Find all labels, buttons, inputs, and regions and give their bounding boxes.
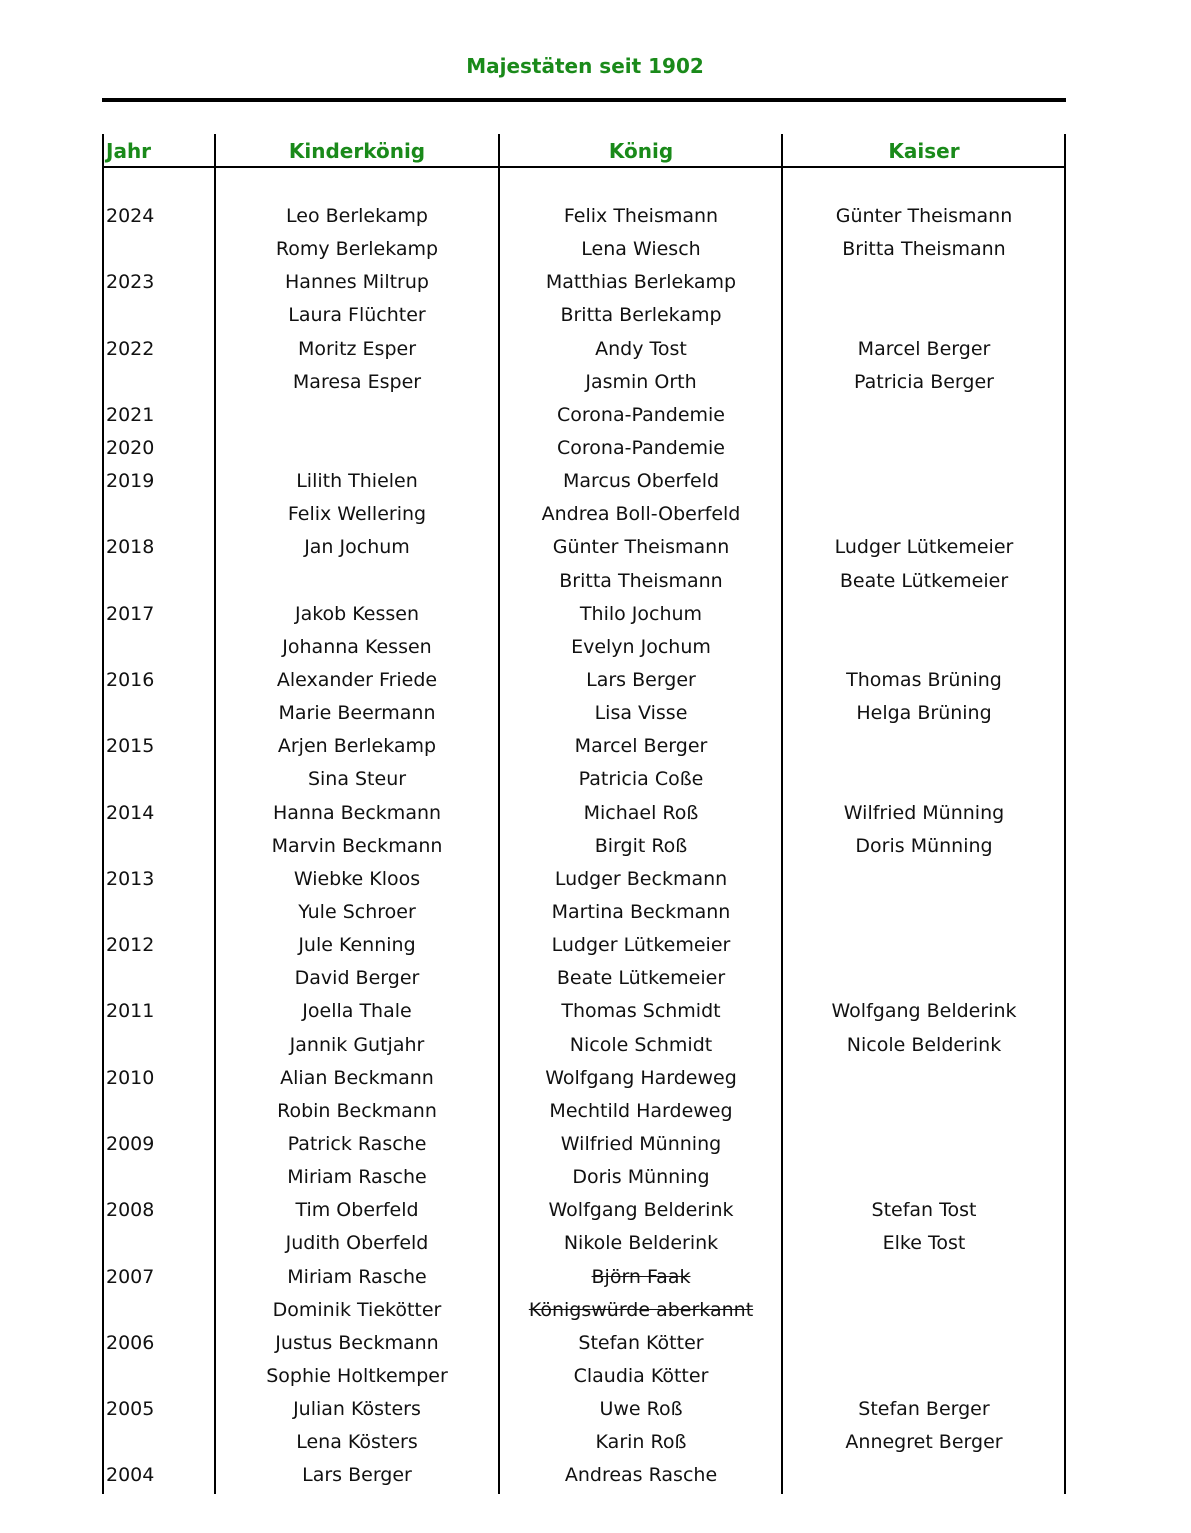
kinderkoenig-cell: Joella Thale bbox=[302, 1000, 412, 1023]
koenig-cell: Lisa Visse bbox=[594, 702, 688, 725]
kinderkoenig-cell: Marie Beermann bbox=[278, 702, 436, 725]
koenig-cell: Andy Tost bbox=[595, 337, 687, 360]
koenig-cell: Thomas Schmidt bbox=[561, 1000, 721, 1023]
koenig-cell: Nicole Schmidt bbox=[569, 1033, 713, 1056]
year-cell: 2017 bbox=[106, 602, 155, 625]
koenig-cell: Wolfgang Belderink bbox=[548, 1199, 734, 1222]
kinderkoenig-cell: Maresa Esper bbox=[292, 370, 422, 393]
year-cell: 2008 bbox=[106, 1199, 155, 1222]
koenig-cell: Marcus Oberfeld bbox=[562, 470, 720, 493]
koenig-cell: Günter Theismann bbox=[552, 536, 730, 559]
koenig-cell: Lars Berger bbox=[586, 668, 696, 691]
kinderkoenig-cell: David Berger bbox=[294, 967, 420, 990]
koenig-cell: Lena Wiesch bbox=[581, 238, 701, 261]
koenig-cell: Ludger Lütkemeier bbox=[551, 934, 731, 957]
year-cell: 2016 bbox=[106, 668, 155, 691]
year-cell: 2022 bbox=[106, 337, 155, 360]
kaiser-cell: Thomas Brüning bbox=[846, 668, 1002, 691]
table-row bbox=[102, 1426, 1066, 1459]
kaiser-cell bbox=[784, 1261, 1064, 1294]
year-cell: 2012 bbox=[106, 934, 155, 957]
table-row bbox=[102, 565, 1066, 598]
kinderkoenig-cell: Johanna Kessen bbox=[282, 635, 432, 658]
kinderkoenig-cell: Miriam Rasche bbox=[287, 1166, 427, 1189]
kinderkoenig-cell: Romy Berlekamp bbox=[275, 238, 439, 261]
year-cell: 2014 bbox=[106, 801, 155, 824]
table-row bbox=[102, 763, 1066, 796]
kaiser-cell bbox=[784, 1459, 1064, 1492]
table-row bbox=[102, 1128, 1066, 1161]
table-row bbox=[102, 830, 1066, 863]
year-cell bbox=[106, 763, 214, 796]
year-cell: 2021 bbox=[106, 403, 155, 426]
header-kinderkoenig: Kinderkönig bbox=[288, 139, 426, 163]
koenig-cell: Matthias Berlekamp bbox=[545, 271, 737, 294]
table-row bbox=[102, 1261, 1066, 1294]
kinderkoenig-cell: Lars Berger bbox=[302, 1464, 412, 1487]
koenig-cell: Ludger Beckmann bbox=[554, 867, 728, 890]
kaiser-cell bbox=[784, 1161, 1064, 1194]
year-cell bbox=[106, 1360, 214, 1393]
kaiser-cell: Patricia Berger bbox=[854, 370, 994, 393]
kaiser-cell bbox=[784, 929, 1064, 962]
kaiser-cell bbox=[784, 896, 1064, 929]
header-koenig: König bbox=[608, 139, 674, 163]
table-row bbox=[102, 929, 1066, 962]
kinderkoenig-cell: Leo Berlekamp bbox=[286, 205, 428, 227]
year-cell: 2005 bbox=[106, 1398, 155, 1421]
table-row bbox=[102, 1194, 1066, 1227]
kinderkoenig-cell: Dominik Tiekötter bbox=[272, 1298, 442, 1321]
year-cell bbox=[106, 366, 214, 399]
table-row bbox=[102, 1393, 1066, 1426]
kaiser-cell: Britta Theismann bbox=[842, 238, 1006, 261]
koenig-cell: Britta Theismann bbox=[559, 569, 723, 592]
table-row bbox=[102, 797, 1066, 830]
majesty-table bbox=[102, 134, 1066, 1494]
table-row bbox=[102, 1459, 1066, 1492]
kinderkoenig-cell: Marvin Beckmann bbox=[271, 834, 443, 857]
year-cell bbox=[106, 1294, 214, 1327]
kinderkoenig-cell: Jannik Gutjahr bbox=[289, 1033, 425, 1056]
title-underline bbox=[102, 98, 1066, 102]
koenig-cell: Doris Münning bbox=[572, 1166, 710, 1189]
kaiser-cell bbox=[784, 631, 1064, 664]
koenig-cell: Marcel Berger bbox=[574, 735, 708, 758]
koenig-cell: Uwe Roß bbox=[599, 1398, 683, 1421]
kinderkoenig-cell: Laura Flüchter bbox=[288, 304, 426, 327]
kaiser-cell bbox=[784, 598, 1064, 631]
kaiser-cell: Stefan Berger bbox=[858, 1398, 990, 1421]
koenig-cell: Wilfried Münning bbox=[560, 1132, 722, 1155]
table-row bbox=[102, 1062, 1066, 1095]
year-cell: 2004 bbox=[106, 1464, 155, 1487]
table-row bbox=[102, 333, 1066, 366]
koenig-cell: Königswürde aberkannt bbox=[528, 1298, 754, 1321]
year-cell bbox=[106, 830, 214, 863]
kinderkoenig-cell: Alexander Friede bbox=[276, 668, 438, 691]
koenig-cell: Michael Roß bbox=[583, 801, 699, 824]
year-cell: 2011 bbox=[106, 1000, 155, 1023]
table-body bbox=[102, 200, 1066, 1492]
koenig-cell: Mechtild Hardeweg bbox=[549, 1099, 733, 1122]
year-cell bbox=[106, 233, 214, 266]
kinderkoenig-cell: Patrick Rasche bbox=[287, 1132, 427, 1155]
year-cell bbox=[106, 1426, 214, 1459]
year-cell: 2009 bbox=[106, 1132, 155, 1155]
kaiser-cell: Helga Brüning bbox=[856, 702, 992, 725]
kinderkoenig-cell: Yule Schroer bbox=[298, 900, 416, 923]
koenig-cell: Jasmin Orth bbox=[585, 370, 697, 393]
kinderkoenig-cell: Sina Steur bbox=[307, 768, 407, 791]
kaiser-cell bbox=[784, 763, 1064, 796]
kaiser-cell: Ludger Lütkemeier bbox=[834, 536, 1014, 559]
kinderkoenig-cell bbox=[216, 565, 498, 598]
kaiser-cell bbox=[784, 1294, 1064, 1327]
kaiser-cell: Doris Münning bbox=[855, 834, 993, 857]
year-cell bbox=[106, 896, 214, 929]
kinderkoenig-cell: Lilith Thielen bbox=[296, 470, 418, 493]
koenig-cell: Felix Theismann bbox=[563, 205, 719, 227]
kaiser-cell: Beate Lütkemeier bbox=[839, 569, 1009, 592]
koenig-cell: Thilo Jochum bbox=[579, 602, 703, 625]
header-kaiser: Kaiser bbox=[888, 139, 960, 163]
table-row bbox=[102, 863, 1066, 896]
kinderkoenig-cell: Jakob Kessen bbox=[294, 602, 420, 625]
koenig-cell: Beate Lütkemeier bbox=[556, 967, 726, 990]
year-cell bbox=[106, 962, 214, 995]
table-row bbox=[102, 498, 1066, 531]
kaiser-cell bbox=[784, 1095, 1064, 1128]
year-cell: 2019 bbox=[106, 470, 155, 493]
kinderkoenig-cell: Felix Wellering bbox=[287, 503, 427, 526]
kinderkoenig-cell: Arjen Berlekamp bbox=[277, 735, 437, 758]
kaiser-cell bbox=[784, 1062, 1064, 1095]
table-row bbox=[102, 1029, 1066, 1062]
header-underline bbox=[102, 166, 1066, 168]
year-cell: 2015 bbox=[106, 735, 155, 758]
kaiser-cell bbox=[784, 399, 1064, 432]
kaiser-cell: Elke Tost bbox=[882, 1232, 966, 1255]
year-cell bbox=[106, 565, 214, 598]
header-year: Jahr bbox=[106, 139, 152, 163]
table-row bbox=[102, 266, 1066, 299]
kinderkoenig-cell: Lena Kösters bbox=[296, 1431, 418, 1454]
kinderkoenig-cell: Wiebke Kloos bbox=[293, 867, 421, 890]
table-row bbox=[102, 399, 1066, 432]
kaiser-cell bbox=[784, 1128, 1064, 1161]
table-row bbox=[102, 598, 1066, 631]
table-row bbox=[102, 1327, 1066, 1360]
year-cell: 2024 bbox=[106, 205, 155, 227]
table-row bbox=[102, 200, 1066, 233]
kaiser-cell bbox=[784, 1327, 1064, 1360]
table-row bbox=[102, 962, 1066, 995]
table-row bbox=[102, 366, 1066, 399]
kaiser-cell bbox=[784, 730, 1064, 763]
year-cell bbox=[106, 1029, 214, 1062]
kaiser-cell bbox=[784, 432, 1064, 465]
table-row bbox=[102, 1095, 1066, 1128]
koenig-cell: Britta Berlekamp bbox=[560, 304, 722, 327]
year-cell: 2018 bbox=[106, 536, 155, 559]
koenig-cell: Björn Faak bbox=[591, 1265, 691, 1288]
table-row bbox=[102, 299, 1066, 332]
table-row bbox=[102, 1227, 1066, 1260]
kinderkoenig-cell: Moritz Esper bbox=[297, 337, 417, 360]
kinderkoenig-cell: Tim Oberfeld bbox=[295, 1199, 419, 1222]
year-cell bbox=[106, 299, 214, 332]
table-row bbox=[102, 995, 1066, 1028]
kinderkoenig-cell: Sophie Holtkemper bbox=[266, 1364, 448, 1387]
koenig-cell: Nikole Belderink bbox=[563, 1232, 719, 1255]
kinderkoenig-cell: Julian Kösters bbox=[293, 1398, 421, 1421]
year-cell bbox=[106, 498, 214, 531]
page-title: Majestäten seit 1902 bbox=[466, 54, 704, 78]
koenig-cell: Patricia Coße bbox=[578, 768, 704, 791]
kinderkoenig-cell bbox=[216, 432, 498, 465]
table-row bbox=[102, 531, 1066, 564]
kinderkoenig-cell: Justus Beckmann bbox=[275, 1331, 439, 1354]
table-row bbox=[102, 697, 1066, 730]
kaiser-cell bbox=[784, 299, 1064, 332]
koenig-cell: Andrea Boll-Oberfeld bbox=[541, 503, 741, 526]
kaiser-cell: Nicole Belderink bbox=[846, 1033, 1002, 1056]
kaiser-cell: Stefan Tost bbox=[871, 1199, 977, 1222]
koenig-cell: Claudia Kötter bbox=[573, 1364, 709, 1387]
year-cell: 2013 bbox=[106, 867, 155, 890]
table-row bbox=[102, 465, 1066, 498]
kaiser-cell bbox=[784, 266, 1064, 299]
table-row bbox=[102, 896, 1066, 929]
year-cell: 2020 bbox=[106, 436, 155, 459]
table-row bbox=[102, 1294, 1066, 1327]
koenig-cell: Birgit Roß bbox=[594, 834, 688, 857]
table-row bbox=[102, 1360, 1066, 1393]
kinderkoenig-cell: Miriam Rasche bbox=[287, 1265, 427, 1288]
kaiser-cell: Marcel Berger bbox=[857, 337, 991, 360]
koenig-cell: Andreas Rasche bbox=[564, 1464, 718, 1487]
year-cell: 2007 bbox=[106, 1265, 155, 1288]
koenig-cell: Martina Beckmann bbox=[551, 900, 731, 923]
table-row bbox=[102, 631, 1066, 664]
kaiser-cell bbox=[784, 962, 1064, 995]
table-row bbox=[102, 1161, 1066, 1194]
kinderkoenig-cell: Judith Oberfeld bbox=[285, 1232, 429, 1255]
table-row bbox=[102, 730, 1066, 763]
year-cell: 2010 bbox=[106, 1066, 155, 1089]
kinderkoenig-cell: Jule Kenning bbox=[298, 934, 416, 957]
koenig-cell: Corona-Pandemie bbox=[557, 403, 725, 426]
year-cell bbox=[106, 1095, 214, 1128]
year-cell bbox=[106, 697, 214, 730]
table-row bbox=[102, 233, 1066, 266]
year-cell bbox=[106, 1161, 214, 1194]
kinderkoenig-cell bbox=[216, 399, 498, 432]
table-row bbox=[102, 664, 1066, 697]
kaiser-cell: Wolfgang Belderink bbox=[831, 1000, 1017, 1023]
kinderkoenig-cell: Alian Beckmann bbox=[280, 1066, 434, 1089]
kinderkoenig-cell: Hannes Miltrup bbox=[285, 271, 429, 294]
koenig-cell: Karin Roß bbox=[595, 1431, 687, 1454]
koenig-cell: Corona-Pandemie bbox=[557, 436, 725, 459]
year-cell: 2023 bbox=[106, 271, 155, 294]
kaiser-cell: Wilfried Münning bbox=[843, 801, 1005, 824]
kaiser-cell: Günter Theismann bbox=[835, 205, 1013, 227]
kaiser-cell bbox=[784, 863, 1064, 896]
kinderkoenig-cell: Jan Jochum bbox=[304, 536, 410, 559]
kinderkoenig-cell: Robin Beckmann bbox=[277, 1099, 437, 1122]
kaiser-cell bbox=[784, 498, 1064, 531]
year-cell: 2006 bbox=[106, 1331, 155, 1354]
kaiser-cell: Annegret Berger bbox=[845, 1431, 1003, 1454]
koenig-cell: Wolfgang Hardeweg bbox=[545, 1066, 737, 1089]
kaiser-cell bbox=[784, 465, 1064, 498]
kinderkoenig-cell: Hanna Beckmann bbox=[272, 801, 442, 824]
year-cell bbox=[106, 1227, 214, 1260]
kaiser-cell bbox=[784, 1360, 1064, 1393]
koenig-cell: Stefan Kötter bbox=[578, 1331, 704, 1354]
koenig-cell: Evelyn Jochum bbox=[571, 635, 711, 658]
table-row bbox=[102, 432, 1066, 465]
year-cell bbox=[106, 631, 214, 664]
